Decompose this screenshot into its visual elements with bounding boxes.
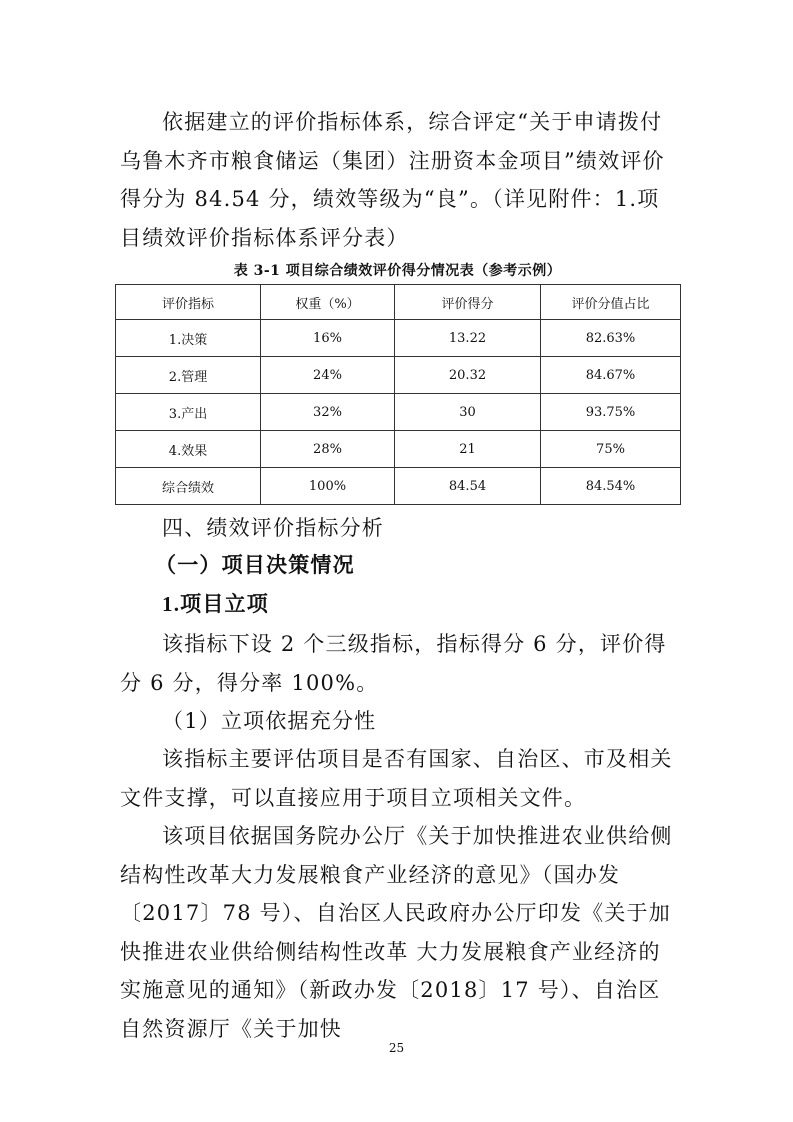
cell-ratio: 82.63% [541,320,681,357]
scoring-paragraph: 该指标下设 2 个三级指标，指标得分 6 分，评价得分 6 分，得分率 100%。 [120,632,667,695]
cell-score: 13.22 [395,320,541,357]
table-row [116,357,681,394]
header-weight: 权重（%） [261,285,395,320]
cell-score: 21 [395,431,541,468]
table-row [116,320,681,357]
cell-indicator: 4.效果 [116,431,261,468]
table-row [116,468,681,505]
cell-weight: 28% [261,431,395,468]
cell-ratio: 84.54% [541,468,681,505]
cell-weight: 24% [261,357,395,394]
page-number: 25 [388,1041,405,1055]
header-indicator: 评价指标 [116,285,261,320]
intro-paragraph: 依据建立的评价指标体系，综合评定“关于申请拨付乌鲁木齐市粮食储运（集团）注册资本金项目”绩效评价得分为 84.54 分，绩效等级为“良”。（详见附件：1.项目绩效评价指标体系评分表） [120,110,665,250]
header-score: 评价得分 [395,285,541,320]
cell-score: 20.32 [395,357,541,394]
cell-indicator: 3.产出 [116,394,261,431]
header-ratio: 评价分值占比 [541,285,681,320]
table-caption: 表 3-1 项目综合绩效评价得分情况表（参考示例） [233,263,562,279]
cell-ratio: 75% [541,431,681,468]
basis-description-paragraph: 该指标主要评估项目是否有国家、自治区、市及相关文件支撑，可以直接应用于项目立项相关文件。 [120,747,673,810]
cell-indicator: 1.决策 [116,320,261,357]
cell-weight: 32% [261,394,395,431]
table-row [116,431,681,468]
cell-indicator: 综合绩效 [116,468,261,505]
cell-score: 30 [395,394,541,431]
table-header-row [116,285,681,320]
score-table [115,284,681,505]
item-heading: 1.项目立项 [162,592,269,616]
section-heading: 四、绩效评价指标分析 [162,516,384,540]
cell-weight: 100% [261,468,395,505]
subsection-heading: （一）项目决策情况 [155,552,355,577]
cell-weight: 16% [261,320,395,357]
cell-indicator: 2.管理 [116,357,261,394]
cell-ratio: 84.67% [541,357,681,394]
cell-ratio: 93.75% [541,394,681,431]
table-row [116,394,681,431]
cell-score: 84.54 [395,468,541,505]
sub-item-heading: （1）立项依据充分性 [162,709,377,733]
basis-detail-paragraph: 该项目依据国务院办公厅《关于加快推进农业供给侧结构性改革大力发展粮食产业经济的意见》（国办发〔2017〕78 号）、自治区人民政府办公厅印发《关于加快推进农业供给侧结构性改革 大力发展粮食产业经济的实施意见的通知》（新政办发〔2018〕17 号）、自治区自然资源厅《关于加快 [120,824,673,1041]
